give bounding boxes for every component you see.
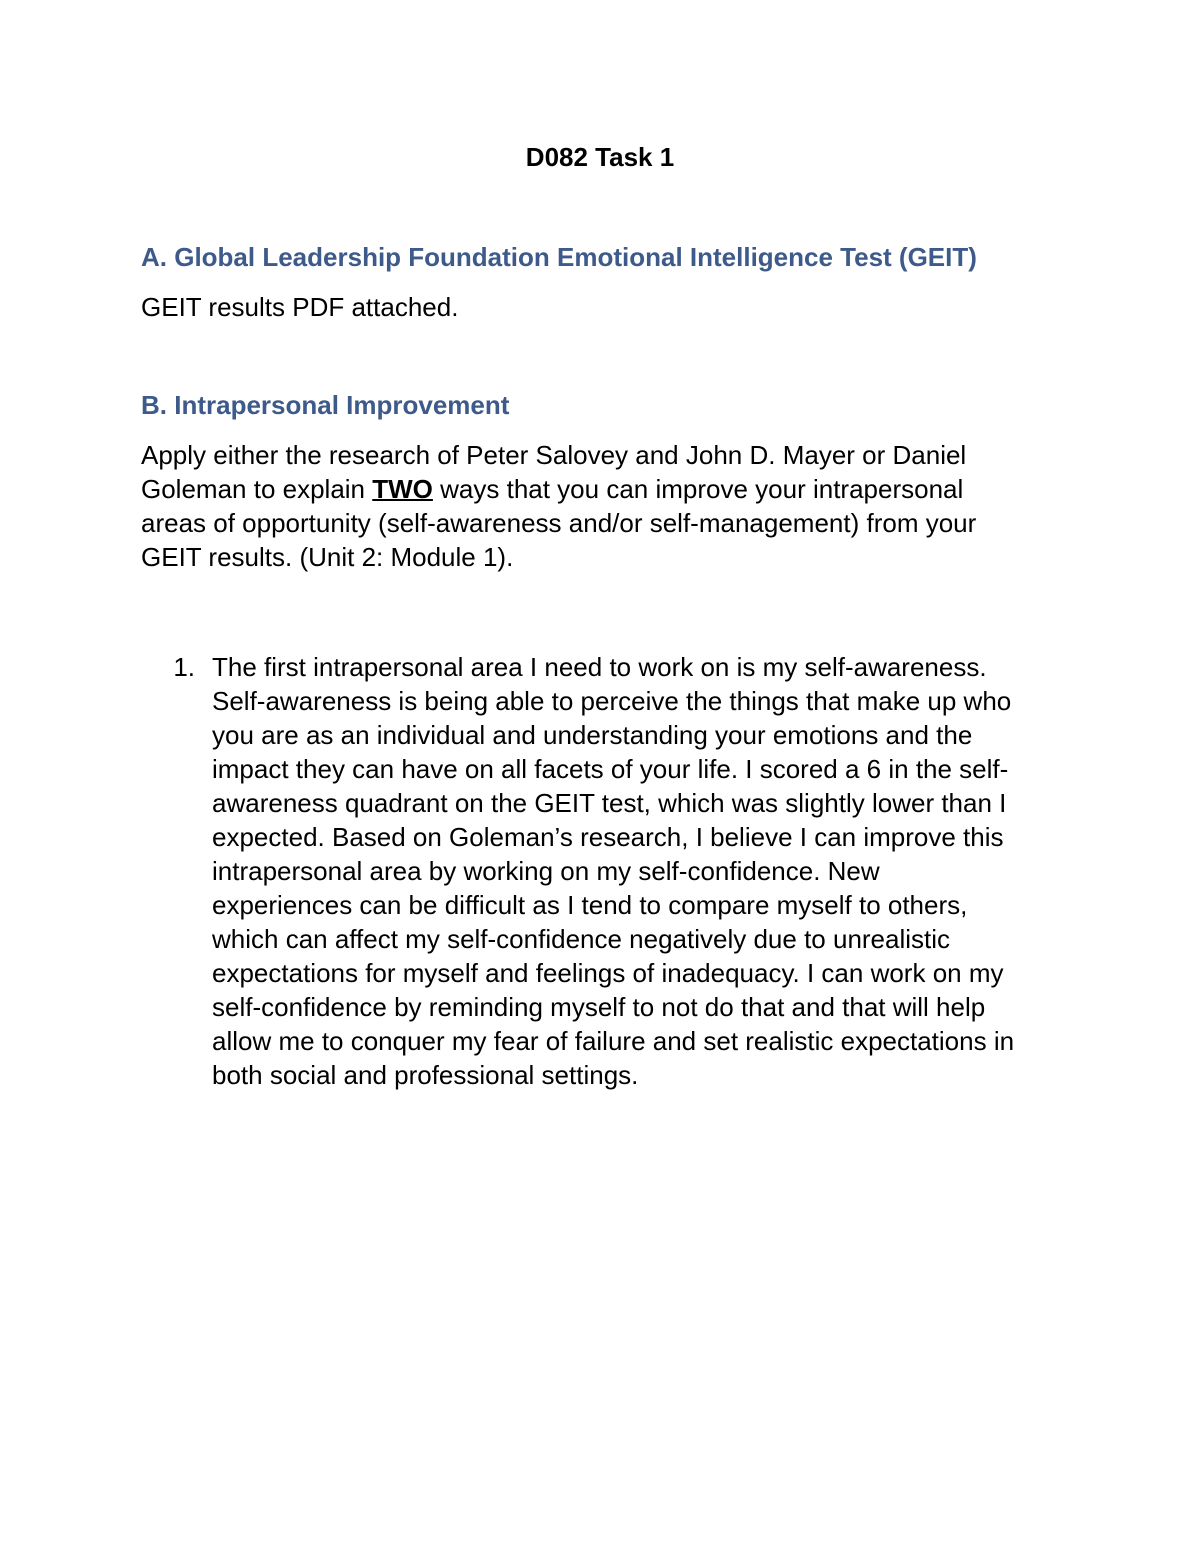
list-number: 1. [173, 652, 195, 682]
prompt-line: GEIT results. (Unit 2: Module 1). [141, 542, 514, 572]
list-line: you are as an individual and understanding your emotions and the [212, 720, 973, 750]
list-line: expected. Based on Goleman’s research, I believe I can improve this [212, 822, 1004, 852]
section-a-heading: A. Global Leadership Foundation Emotional Intelligence Test (GEIT) [141, 242, 977, 272]
list-line: expectations for myself and feelings of inadequacy. I can work on my [212, 958, 1004, 988]
list-item [212, 650, 1014, 1092]
document-title: D082 Task 1 [525, 142, 675, 172]
list-line: impact they can have on all facets of your life. I scored a 6 in the self- [212, 754, 1009, 784]
prompt-line: areas of opportunity (self-awareness and/or self-management) from your [141, 508, 977, 538]
list-line: which can affect my self-confidence negatively due to unrealistic [212, 924, 951, 954]
section-b-heading: B. Intrapersonal Improvement [141, 390, 510, 420]
list-line: allow me to conquer my fear of failure and set realistic expectations in [212, 1026, 1015, 1056]
list-line: Self-awareness is being able to perceive the things that make up who [212, 686, 1012, 716]
prompt-text: Goleman to explain [141, 474, 373, 504]
list-line: self-confidence by reminding myself to not do that and that will help [212, 992, 986, 1022]
list-line: experiences can be difficult as I tend to compare myself to others, [212, 890, 968, 920]
prompt-line: Apply either the research of Peter Salovey and John D. Mayer or Daniel [141, 440, 967, 470]
list-item-marker [141, 650, 201, 684]
list-line: both social and professional settings. [212, 1060, 639, 1090]
list-line: awareness quadrant on the GEIT test, which was slightly lower than I [212, 788, 1007, 818]
list-line: The first intrapersonal area I need to work on is my self-awareness. [212, 652, 987, 682]
prompt-line [141, 472, 1041, 506]
prompt-text: ways that you can improve your intrapersonal [432, 474, 964, 504]
section-b-prompt [141, 438, 1041, 574]
list-line: intrapersonal area by working on my self-confidence. New [212, 856, 880, 886]
section-a-body: GEIT results PDF attached. [141, 292, 459, 322]
prompt-emphasis: TWO [372, 474, 433, 504]
